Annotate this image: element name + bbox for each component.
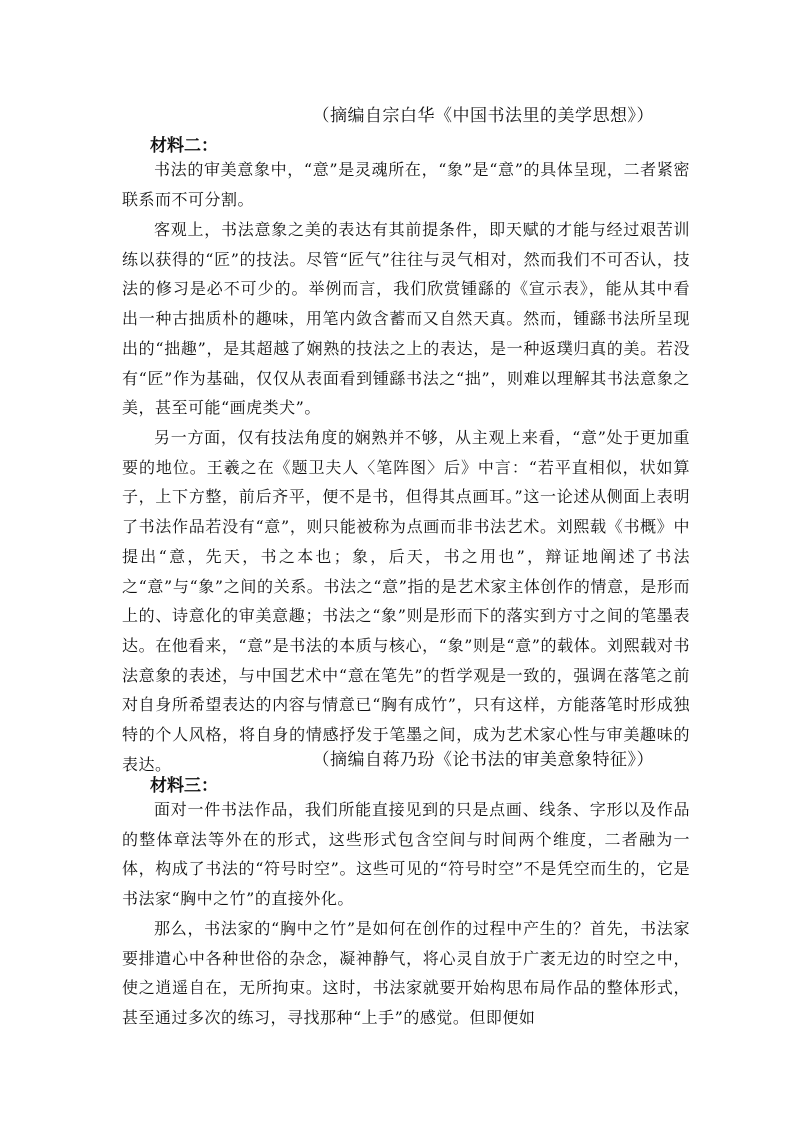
source-citation-2: （摘编自蒋乃玢《论书法的审美意象特征》） — [312, 750, 654, 770]
material-3-paragraph: 那么，书法家的“胸中之竹”是如何在创作的过程中产生的？首先，书法家要排遣心中各种世俗的杂念，凝神静气，将心灵自放于广袤无边的时空之中，使之逍遥自在，无所拘束。这时，书法家就要开始构思布局作品的整体形式，甚至通过多次的练习，寻找那种“上手”的感觉。但即便如 — [122, 919, 690, 1028]
material-3-heading: 材料三： — [150, 776, 218, 796]
material-2-paragraph: 另一方面，仅有技法角度的娴熟并不够，从主观上来看，“意”处于更加重要的地位。王羲之在《题卫夫人〈笔阵图〉后》中言：“若平直相似，状如算子，上下方整，前后齐平，便不是书，但得其点画耳。”这一论述从侧面上表明了书法作品若没有“意”，则只能被称为点画而非书法艺术。刘熙载《书概》中提出“意，先天，书之本也；象，后天，书之用也”，辩证地阐述了书法之“意”与“象”之间的关系。书法之“意”指的是艺术家主体创作的情意，是形而上的、诗意化的审美意趣；书法之“象”则是形而下的落实到方寸之间的笔墨表达。在他看来，“意”是书法的本质与核心，“象”则是“意”的载体。刘熙载对书法意象的表述，与中国艺术中“意在笔先”的哲学观是一致的，强调在落笔之前对自身所希望表达的内容与情意已“胸有成竹”，只有这样，方能落笔时形成独特的个人风格，将自身的情感抒发于笔墨之间，成为艺术家心性与审美趣味的表达。 — [122, 428, 690, 774]
material-3-paragraph: 面对一件书法作品，我们所能直接见到的只是点画、线条、字形以及作品的整体章法等外在的形式，这些形式包含空间与时间两个维度，二者融为一体，构成了书法的“符号时空”。这些可见的“符号时空”不是凭空而生的，它是书法家“胸中之竹”的直接外化。 — [122, 800, 690, 909]
material-2-paragraph: 书法的审美意象中，“意”是灵魂所在，“象”是“意”的具体呈现，二者紧密联系而不可分割。 — [122, 160, 690, 209]
material-2-paragraph: 客观上，书法意象之美的表达有其前提条件，即天赋的才能与经过艰苦训练以获得的“匠”的技法。尽管“匠气”往往与灵气相对，然而我们不可否认，技法的修习是必不可少的。举例而言，我们欣赏锺繇的《宣示表》，能从其中看出一种古拙质朴的趣味，用笔内敛含蓄而又自然天真。然而，锺繇书法所呈现出的“拙趣”，是其超越了娴熟的技法之上的表达，是一种返璞归真的美。若没有“匠”作为基础，仅仅从表面看到锺繇书法之“拙”，则难以理解其书法意象之美，甚至可能“画虎类犬”。 — [122, 220, 690, 418]
material-2-heading: 材料二： — [150, 136, 218, 156]
source-citation-1: （摘编自宗白华《中国书法里的美学思想》） — [312, 106, 654, 126]
